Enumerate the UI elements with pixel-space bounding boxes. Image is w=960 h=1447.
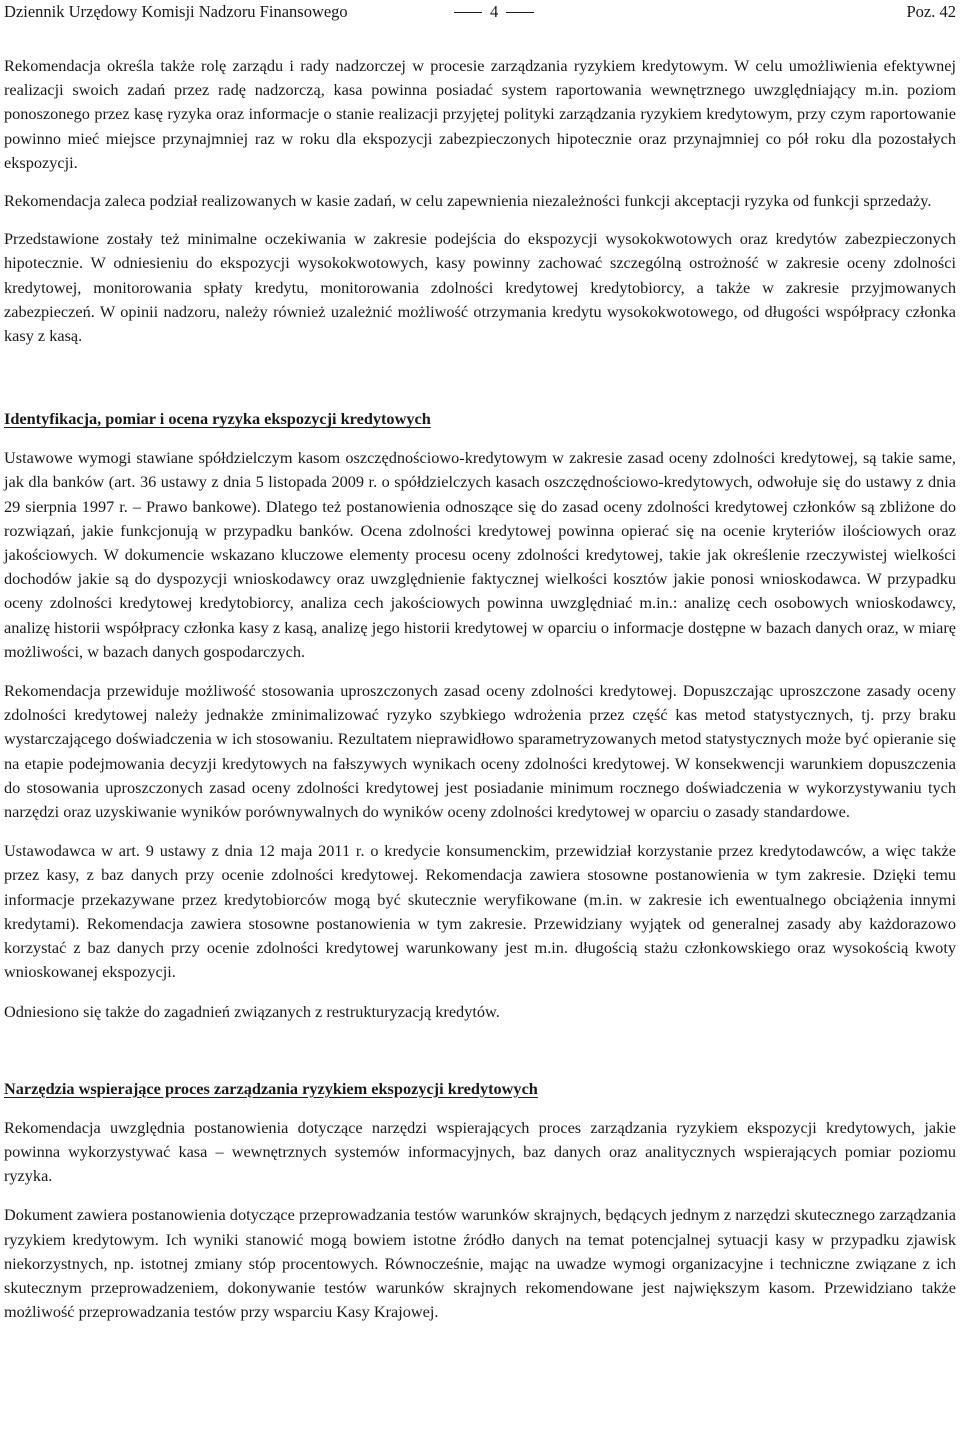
section-heading: Identyfikacja, pomiar i ocena ryzyka ekspozycji kredytowych <box>4 409 431 429</box>
paragraph: Rekomendacja określa także rolę zarządu i rady nadzorczej w procesie zarządzania ryzykiem kredytowym. W celu umożliwienia efektywnej realizacji swoich zadań przez radę nadzorczą, kasa powinna posiadać system raportowania wewnętrznego uwzględniający m.in. poziom ponoszonego przez kasę ryzyka oraz informacje o stanie realizacji przyjętej polityki zarządzania ryzykiem kredytowym, przy czym raportowanie powinno mieć miejsce przynajmniej raz w roku dla ekspozycji zabezpieczonych hipotecznie oraz przynajmniej co pół roku dla pozostałych ekspozycji. <box>4 56 956 172</box>
page-header <box>4 0 956 30</box>
dash-right <box>506 12 534 13</box>
paragraph: Przedstawione zostały też minimalne oczekiwania w zakresie podejścia do ekspozycji wysokokwotowych oraz kredytów zabezpieczonych hipotecznie. W odniesieniu do ekspozycji wysokokwotowych, kasy powinny zachować szczególną ostrożność w zakresie oceny zdolności kredytowej, monitorowania spłaty kredytu, monitorowania zdolności kredytowej kredytobiorcy, a także w zakresie przyjmowanych zabezpieczeń. W opinii nadzoru, należy również uzależnić możliwość otrzymania kredytu wysokokwotowego, od długości współpracy członka kasy z kasą. <box>4 229 956 346</box>
paragraph: Rekomendacja przewiduje możliwość stosowania uproszczonych zasad oceny zdolności kredytowej. Dopuszczając uproszczone zasady oceny zdolności kredytowej należy jednakże zminimalizować ryzyko szybkiego wdrożenia przez część kas metod statystycznych, tj. przy braku wystarczającego doświadczenia w ich stosowaniu. Rezultatem nieprawidłowo sparametryzowanych metod statystycznych może być opieranie się na etapie podejmowania decyzji kredytowych na fałszywych wynikach oceny zdolności kredytowej. W konsekwencji warunkiem dopuszczenia do stosowania uproszczonych zasad oceny zdolności kredytowej jest posiadanie minimum rocznego doświadczenia w wykorzystywaniu tych narzędzi oraz uzyskiwanie wyników porównywalnych do wyników oceny zdolności kredytowej w oparciu o zasady standardowe. <box>4 681 956 822</box>
paragraph: Ustawodawca w art. 9 ustawy z dnia 12 maja 2011 r. o kredycie konsumenckim, przewidział korzystanie przez kredytodawców, a więc także przez kasy, z baz danych przy ocenie zdolności kredytowej. Rekomendacja zawiera stosowne postanowienia w tym zakresie. Dzięki temu informacje przekazywane przez kredytobiorców mogą być skutecznie weryfikowane (m.in. w zakresie ich ewentualnego obciążenia innymi kredytami). Rekomendacja zawiera stosowne postanowienia w tym zakresie. Przewidziany wyjątek od generalnej zasady aby każdorazowo korzystać z baz danych przy ocenie zdolności kredytowej warunkowany jest m.in. długością stażu członkowskiego oraz wysokością kwoty wnioskowanej ekspozycji. <box>4 841 956 982</box>
publication-title: Dziennik Urzędowy Komisji Nadzoru Finansowego <box>4 2 348 21</box>
position-label: Poz. 42 <box>906 2 956 21</box>
paragraph: Rekomendacja zaleca podział realizowanych w kasie zadań, w celu zapewnienia niezależności funkcji akceptacji ryzyka od funkcji sprzedaży. <box>4 191 932 211</box>
paragraph: Odniesiono się także do zagadnień związanych z restrukturyzacją kredytów. <box>4 1001 500 1021</box>
section-heading: Narzędzia wspierające proces zarządzania ryzykiem ekspozycji kredytowych <box>4 1078 538 1098</box>
document-page <box>4 0 956 1324</box>
page-number-value: 4 <box>490 2 499 21</box>
page-number <box>446 2 542 22</box>
dash-left <box>454 12 482 13</box>
paragraph: Ustawowe wymogi stawiane spółdzielczym kasom oszczędnościowo-kredytowym w zakresie zasad oceny zdolności kredytowej, są takie same, jak dla banków (art. 36 ustawy z dnia 5 listopada 2009 r. o spółdzielczych kasach oszczędnościowo-kredytowych, odwołuje się do ustawy z dnia 29 sierpnia 1997 r. – Prawo bankowe). Dlatego też postanowienia odnoszące się do zasad oceny zdolności kredytowej członków są zbliżone do rozwiązań, jakie funkcjonują w przypadku banków. Ocena zdolności kredytowej powinna opierać się na ocenie kryteriów ilościowych oraz jakościowych. W dokumencie wskazano kluczowe elementy procesu oceny zdolności kredytowej, takie jak określenie rzeczywistej wielkości dochodów jakie są do dyspozycji wnioskodawcy oraz uwzględnienie faktycznej wielkości kosztów jakie ponosi wnioskodawca. W przypadku oceny zdolności kredytowej kredytobiorcy, analiza cech jakościowych powinna uwzględniać m.in.: analizę cech osobowych wnioskodawcy, analizę historii współpracy członka kasy z kasą, analizę jego historii kredytowej w oparciu o informacje dostępne w bazach danych oraz, w miarę możliwości, w bazach danych gospodarczych. <box>4 448 956 661</box>
paragraph: Dokument zawiera postanowienia dotyczące przeprowadzania testów warunków skrajnych, będących jednym z narzędzi skutecznego zarządzania ryzykiem kredytowym. Ich wyniki stanowić mogą bowiem istotne źródło danych na temat potencjalnej sytuacji kasy w przypadku zjawisk niekorzystnych, np. istotnej zmiany stóp procentowych. Równocześnie, mając na uwadze wymogi organizacyjne i techniczne związane z ich skutecznym przeprowadzeniem, dokonywanie testów warunków skrajnych rekomendowane jest największym kasom. Przewidziano także możliwość przeprowadzania testów przy wsparciu Kasy Krajowej. <box>4 1205 956 1322</box>
paragraph: Rekomendacja uwzględnia postanowienia dotyczące narzędzi wspierających proces zarządzania ryzykiem ekspozycji kredytowych, jakie powinna wykorzystywać kasa – wewnętrznych systemów informacyjnych, baz danych oraz analitycznych wspierających pomiar poziomu ryzyka. <box>4 1117 956 1186</box>
